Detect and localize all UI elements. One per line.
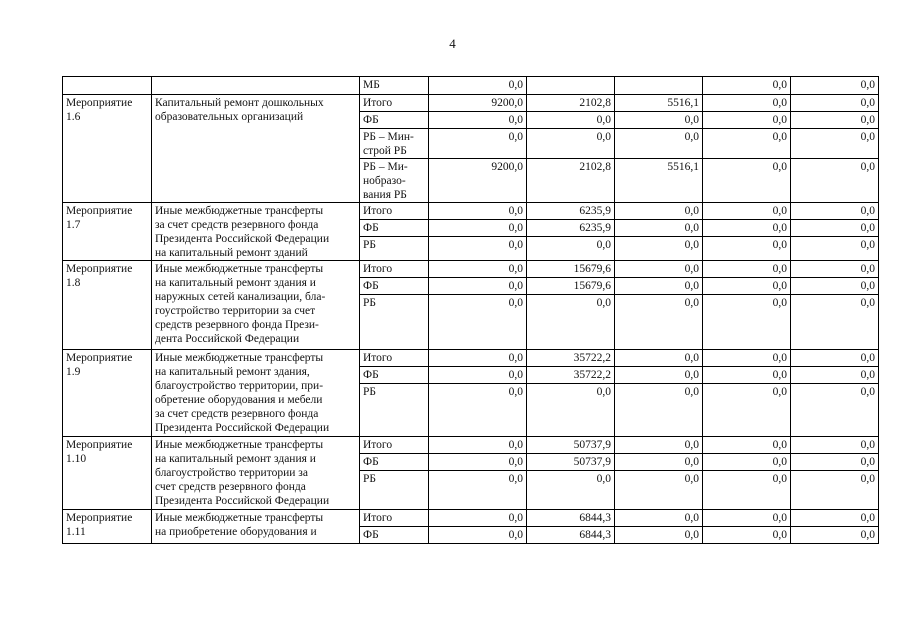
funding-source-line: ФБ [363, 222, 379, 234]
amount-cell: 0,0 [429, 129, 527, 159]
table-row [63, 437, 879, 454]
description-line: благоустройство территории за [155, 467, 308, 479]
funding-source-cell [360, 129, 429, 159]
description-line: Иные межбюджетные трансферты [155, 263, 324, 275]
description-line: наружных сетей канализации, бла- [155, 291, 326, 303]
amount-cell: 0,0 [703, 278, 791, 295]
amount-cell: 0,0 [429, 237, 527, 261]
amount-cell: 0,0 [615, 367, 703, 384]
amount-cell: 0,0 [703, 95, 791, 112]
funding-source-cell [360, 95, 429, 112]
description-line: Президента Российской Федерации [155, 495, 330, 507]
event-description-cell [152, 261, 360, 350]
table-row [63, 510, 879, 527]
amount-cell: 0,0 [791, 454, 879, 471]
amount-cell: 6235,9 [527, 203, 615, 220]
amount-cell: 0,0 [615, 295, 703, 350]
amount-cell: 0,0 [703, 261, 791, 278]
amount-cell: 0,0 [429, 471, 527, 510]
budget-table [62, 76, 879, 544]
funding-source-cell [360, 437, 429, 454]
event-name-cell: Мероприятие 1.6 [63, 95, 152, 203]
description-line: Иные межбюджетные трансферты [155, 512, 324, 524]
funding-source-line: МБ [363, 79, 380, 91]
description-line: Иные межбюджетные трансферты [155, 439, 324, 451]
description-line: на капитальный ремонт зданий [155, 247, 308, 259]
description-line: образовательных организаций [155, 111, 304, 123]
amount-cell: 0,0 [703, 77, 791, 95]
funding-source-line: Итого [363, 97, 393, 109]
description-line: средств резервного фонда Прези- [155, 319, 319, 331]
amount-cell: 0,0 [429, 367, 527, 384]
description-line: Иные межбюджетные трансферты [155, 352, 324, 364]
amount-cell: 0,0 [429, 295, 527, 350]
amount-cell: 0,0 [791, 95, 879, 112]
amount-cell: 0,0 [703, 454, 791, 471]
funding-source-line: ФБ [363, 369, 379, 381]
amount-cell: 0,0 [791, 527, 879, 544]
funding-source-line: Итого [363, 352, 393, 364]
funding-source-cell [360, 159, 429, 203]
funding-source-cell [360, 384, 429, 437]
description-line: гоустройство территории за счет [155, 305, 316, 317]
funding-source-cell [360, 203, 429, 220]
funding-source-line: ФБ [363, 529, 379, 541]
description-line: за счет средств резервного фонда [155, 408, 319, 420]
amount-cell: 0,0 [615, 510, 703, 527]
amount-cell [527, 77, 615, 95]
amount-cell: 0,0 [703, 220, 791, 237]
page-number: 4 [449, 36, 456, 51]
amount-cell: 0,0 [429, 510, 527, 527]
amount-cell: 0,0 [615, 454, 703, 471]
amount-cell: 0,0 [791, 220, 879, 237]
amount-cell: 0,0 [703, 437, 791, 454]
funding-source-line: ФБ [363, 456, 379, 468]
event-name-cell: Мероприятие 1.10 [63, 437, 152, 510]
funding-source-cell [360, 454, 429, 471]
amount-cell: 0,0 [429, 220, 527, 237]
amount-cell: 35722,2 [527, 350, 615, 367]
funding-source-line: нобразо- [363, 175, 406, 187]
funding-source-cell [360, 527, 429, 544]
amount-cell: 0,0 [527, 237, 615, 261]
amount-cell: 0,0 [791, 350, 879, 367]
amount-cell: 0,0 [429, 112, 527, 129]
amount-cell: 0,0 [791, 510, 879, 527]
funding-source-line: строй РБ [363, 145, 407, 157]
amount-cell: 6844,3 [527, 510, 615, 527]
amount-cell: 0,0 [615, 203, 703, 220]
amount-cell: 2102,8 [527, 95, 615, 112]
table-row [63, 95, 879, 112]
amount-cell: 0,0 [703, 527, 791, 544]
event-name-cell: Мероприятие 1.8 [63, 261, 152, 350]
amount-cell: 0,0 [791, 77, 879, 95]
description-line: Капитальный ремонт дошкольных [155, 97, 324, 109]
funding-source-line: Итого [363, 439, 393, 451]
description-line: обретение оборудования и мебели [155, 394, 323, 406]
amount-cell: 0,0 [615, 129, 703, 159]
funding-source-cell [360, 237, 429, 261]
amount-cell: 0,0 [791, 437, 879, 454]
event-name-cell: Мероприятие 1.9 [63, 350, 152, 437]
amount-cell: 0,0 [615, 278, 703, 295]
amount-cell: 0,0 [527, 384, 615, 437]
description-line: за счет средств резервного фонда [155, 219, 319, 231]
funding-source-cell [360, 510, 429, 527]
amount-cell [615, 77, 703, 95]
description-line: на капитальный ремонт здания и [155, 453, 316, 465]
amount-cell: 0,0 [703, 129, 791, 159]
funding-source-line: вания РБ [363, 189, 407, 201]
amount-cell: 5516,1 [615, 95, 703, 112]
amount-cell: 0,0 [615, 261, 703, 278]
amount-cell: 0,0 [703, 203, 791, 220]
amount-cell: 0,0 [703, 350, 791, 367]
amount-cell: 35722,2 [527, 367, 615, 384]
funding-source-cell [360, 278, 429, 295]
amount-cell: 0,0 [429, 278, 527, 295]
amount-cell: 0,0 [527, 129, 615, 159]
amount-cell: 0,0 [791, 278, 879, 295]
description-line: на капитальный ремонт здания, [155, 366, 310, 378]
description-line: дента Российской Федерации [155, 333, 300, 345]
amount-cell: 0,0 [791, 367, 879, 384]
event-description-cell [152, 350, 360, 437]
amount-cell: 0,0 [703, 510, 791, 527]
amount-cell: 0,0 [429, 527, 527, 544]
description-line: благоустройство территории, при- [155, 380, 324, 392]
funding-source-cell [360, 295, 429, 350]
event-name-cell: Мероприятие 1.11 [63, 510, 152, 544]
table-row [63, 261, 879, 278]
funding-source-cell [360, 350, 429, 367]
amount-cell: 0,0 [703, 159, 791, 203]
amount-cell: 0,0 [703, 295, 791, 350]
amount-cell: 50737,9 [527, 437, 615, 454]
amount-cell: 0,0 [429, 77, 527, 95]
event-description-cell [152, 203, 360, 261]
event-description-cell [152, 510, 360, 544]
amount-cell: 0,0 [791, 295, 879, 350]
amount-cell: 0,0 [429, 384, 527, 437]
funding-source-line: РБ [363, 386, 376, 398]
amount-cell: 0,0 [615, 350, 703, 367]
funding-source-cell [360, 261, 429, 278]
description-line: на капитальный ремонт здания и [155, 277, 316, 289]
amount-cell: 0,0 [615, 237, 703, 261]
amount-cell: 0,0 [429, 203, 527, 220]
amount-cell: 50737,9 [527, 454, 615, 471]
funding-source-line: Итого [363, 263, 393, 275]
amount-cell: 0,0 [703, 367, 791, 384]
funding-source-line: РБ [363, 473, 376, 485]
amount-cell: 0,0 [703, 237, 791, 261]
amount-cell: 0,0 [615, 220, 703, 237]
amount-cell: 0,0 [703, 471, 791, 510]
amount-cell: 5516,1 [615, 159, 703, 203]
amount-cell: 0,0 [615, 384, 703, 437]
description-line: на приобретение оборудования и [155, 526, 317, 538]
funding-source-cell [360, 77, 429, 95]
amount-cell: 6844,3 [527, 527, 615, 544]
funding-source-line: ФБ [363, 114, 379, 126]
amount-cell: 0,0 [791, 471, 879, 510]
amount-cell: 0,0 [429, 261, 527, 278]
amount-cell: 9200,0 [429, 95, 527, 112]
amount-cell: 0,0 [429, 454, 527, 471]
amount-cell: 0,0 [527, 471, 615, 510]
amount-cell: 0,0 [615, 437, 703, 454]
amount-cell: 0,0 [703, 384, 791, 437]
amount-cell: 0,0 [791, 203, 879, 220]
amount-cell: 15679,6 [527, 261, 615, 278]
amount-cell: 15679,6 [527, 278, 615, 295]
event-description-cell [152, 437, 360, 510]
amount-cell: 0,0 [615, 112, 703, 129]
funding-source-line: РБ – Мин- [363, 131, 414, 143]
amount-cell: 0,0 [429, 437, 527, 454]
funding-source-line: Итого [363, 512, 393, 524]
event-description-cell [152, 95, 360, 203]
table-row [63, 203, 879, 220]
funding-source-line: ФБ [363, 280, 379, 292]
table-row [63, 77, 879, 95]
amount-cell: 0,0 [615, 471, 703, 510]
event-name-cell [63, 77, 152, 95]
table-row [63, 350, 879, 367]
description-line: Президента Российской Федерации [155, 233, 330, 245]
amount-cell: 0,0 [791, 112, 879, 129]
description-line: счет средств резервного фонда [155, 481, 306, 493]
funding-source-line: Итого [363, 205, 393, 217]
amount-cell: 0,0 [703, 112, 791, 129]
amount-cell: 6235,9 [527, 220, 615, 237]
funding-source-cell [360, 471, 429, 510]
description-line: Президента Российской Федерации [155, 422, 330, 434]
funding-source-line: РБ [363, 297, 376, 309]
funding-source-cell [360, 220, 429, 237]
amount-cell: 0,0 [791, 129, 879, 159]
amount-cell: 2102,8 [527, 159, 615, 203]
amount-cell: 0,0 [527, 295, 615, 350]
amount-cell: 0,0 [429, 350, 527, 367]
amount-cell: 0,0 [791, 159, 879, 203]
funding-source-line: РБ – Ми- [363, 161, 408, 173]
funding-source-cell [360, 112, 429, 129]
amount-cell: 9200,0 [429, 159, 527, 203]
event-name-cell: Мероприятие 1.7 [63, 203, 152, 261]
funding-source-line: РБ [363, 239, 376, 251]
amount-cell: 0,0 [791, 384, 879, 437]
amount-cell: 0,0 [527, 112, 615, 129]
amount-cell: 0,0 [791, 261, 879, 278]
funding-source-cell [360, 367, 429, 384]
amount-cell: 0,0 [791, 237, 879, 261]
amount-cell: 0,0 [615, 527, 703, 544]
event-description-cell [152, 77, 360, 95]
description-line: Иные межбюджетные трансферты [155, 205, 324, 217]
